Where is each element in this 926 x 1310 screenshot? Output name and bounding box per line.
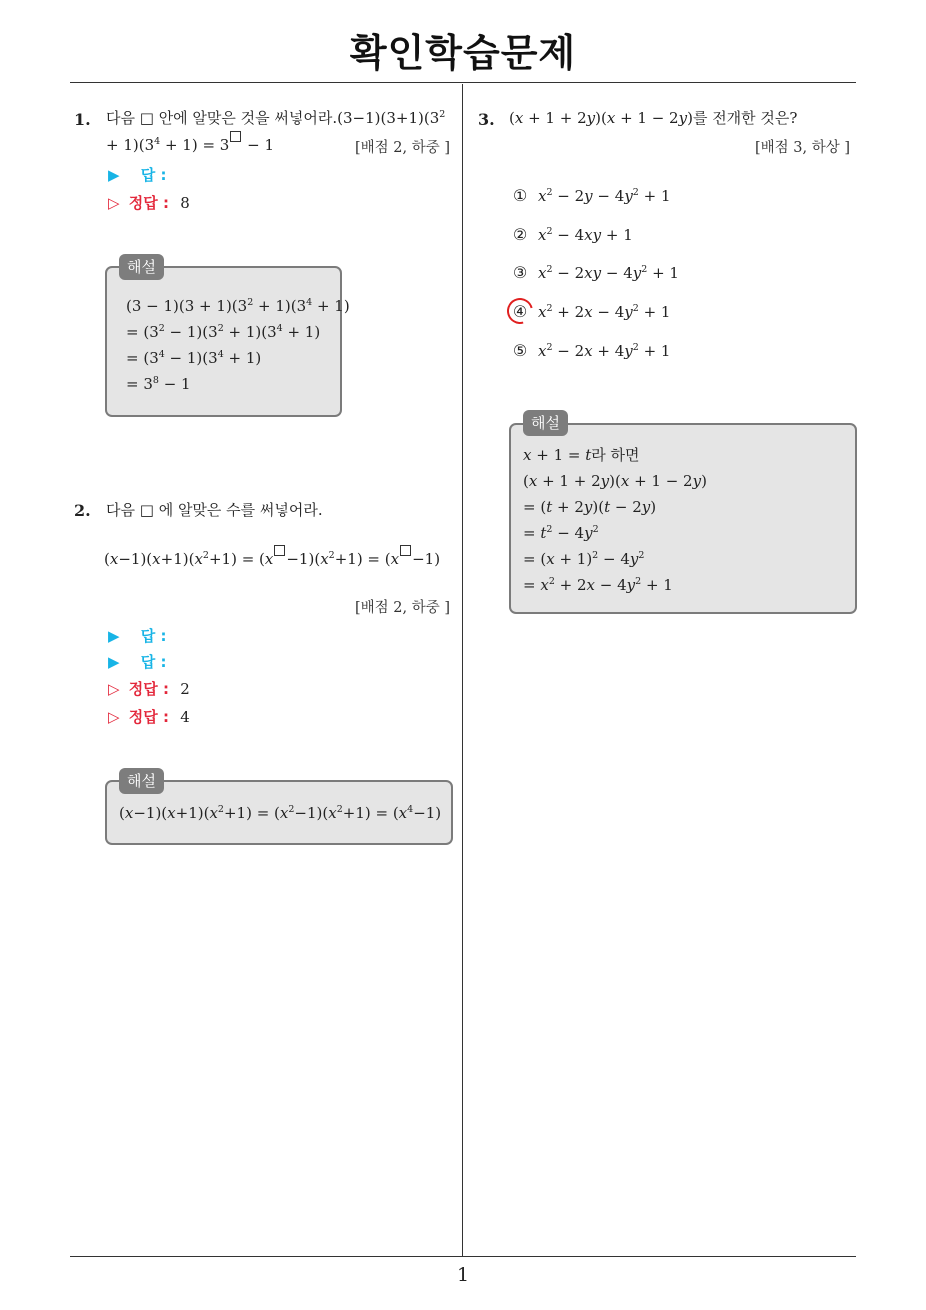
question-2-equation: $(x-1)(x+1)(x^2+1) = (x -1)(x^2+1) = (x -1)$ xyxy=(104,545,440,572)
answer-marker-icon: ▶ xyxy=(108,627,120,645)
column-divider xyxy=(462,84,463,1256)
correct-value: 2 xyxy=(180,680,190,698)
correct-marker-icon: ▷ xyxy=(108,194,120,212)
option-3[interactable]: ③ $x^2 - 2xy - 4y^2 + 1$ xyxy=(512,263,679,282)
question-1-answer-row xyxy=(108,164,173,185)
question-1-text: 다음 □ 안에 알맞은 것을 써넣어라$.(3-1)(3+1)(3^2 + 1)(3^4 + 1) = 3 - 1$ xyxy=(106,109,446,154)
question-1-number: 1. xyxy=(74,110,91,129)
option-4-number: ④ xyxy=(512,302,528,321)
footer-divider xyxy=(70,1256,856,1257)
option-5-number: ⑤ xyxy=(512,341,528,360)
correct-label: 정답 : xyxy=(128,708,169,726)
answer-marker-icon: ▶ xyxy=(108,653,120,671)
explanation-line: = $(3^2 - 1)(3^2 + 1)(3^4 + 1)$ xyxy=(126,323,321,341)
page-number: 1 xyxy=(456,1264,470,1286)
explanation-line: (x + 1 + 2y)(x + 1 − 2y) xyxy=(523,472,707,490)
question-1-explanation-box xyxy=(105,266,350,417)
explanation-line: = (t + 2y)(t − 2y) xyxy=(523,498,657,516)
question-1-meta: [배점 2, 하중 ] xyxy=(355,140,451,156)
correct-label: 정답 : xyxy=(128,680,169,698)
question-2-correct-row-2 xyxy=(108,706,190,727)
option-2-number: ② xyxy=(512,225,528,244)
option-5[interactable]: ⑤ $x^2 - 2x + 4y^2 + 1$ xyxy=(512,341,671,360)
correct-value: 4 xyxy=(180,708,190,726)
correct-label: 정답 : xyxy=(128,194,169,212)
correct-marker-icon: ▷ xyxy=(108,708,120,726)
answer-label: 답 : xyxy=(140,166,167,184)
explanation-line: x + 1 = t라 하면 xyxy=(523,446,640,464)
question-3-explanation-tab: 해설 xyxy=(523,410,568,436)
page-title: 확인학습문제 xyxy=(349,31,577,75)
explanation-line: $(3 - 1)(3 + 1)(3^2 + 1)(3^4 + 1)$ xyxy=(126,297,350,315)
question-2-answer-row-2 xyxy=(108,651,173,672)
answer-label: 답 : xyxy=(140,653,167,671)
explanation-intro: 라 하면 xyxy=(591,446,640,464)
answer-marker-icon: ▶ xyxy=(108,166,120,184)
header-divider xyxy=(70,82,856,83)
selected-answer-mark-icon xyxy=(502,293,538,329)
correct-marker-icon: ▷ xyxy=(108,680,120,698)
explanation-line: $(x-1)(x+1)(x^2+1) = (x^2-1)(x^2+1) = (x^4-1)$ xyxy=(119,804,442,822)
question-2-text: 다음 □ 에 알맞은 수를 써넣어라. xyxy=(106,501,323,519)
question-1-correct-row xyxy=(108,192,190,213)
explanation-line: = $t^2 - 4y^2$ xyxy=(523,524,599,542)
question-3-prompt: 를 전개한 것은? xyxy=(692,109,798,127)
question-3-explanation-box xyxy=(509,423,857,614)
question-2-correct-row-1 xyxy=(108,678,190,699)
option-4[interactable]: ④ $x^2 + 2x - 4y^2 + 1$ xyxy=(512,302,671,321)
question-2-explanation-tab: 해설 xyxy=(119,768,164,794)
question-1-prompt: 다음 □ 안에 알맞은 것을 써넣어라. xyxy=(106,109,338,127)
question-2-meta: [배점 2, 하중 ] xyxy=(355,600,451,616)
explanation-line: = $3^8 - 1$ xyxy=(126,375,191,393)
explanation-line: = $(x + 1)^2 - 4y^2$ xyxy=(523,550,645,568)
question-3-number: 3. xyxy=(478,110,495,129)
question-2-answer-row-1 xyxy=(108,625,173,646)
option-1[interactable]: ① $x^2 - 2y - 4y^2 + 1$ xyxy=(512,186,671,205)
question-1-explanation-tab: 해설 xyxy=(119,254,164,280)
option-3-number: ③ xyxy=(512,263,528,282)
explanation-line: = $(3^4 - 1)(3^4 + 1)$ xyxy=(126,349,262,367)
option-2[interactable]: ② $x^2 - 4xy + 1$ xyxy=(512,225,633,244)
question-2-number: 2. xyxy=(74,501,91,520)
correct-value: 8 xyxy=(180,194,190,212)
question-3-meta: [배점 3, 하상 ] xyxy=(755,140,851,156)
answer-label: 답 : xyxy=(140,627,167,645)
question-3-text: (x + 1 + 2y)(x + 1 − 2y)를 전개한 것은? xyxy=(509,109,798,127)
explanation-line: = $x^2 + 2x - 4y^2 + 1$ xyxy=(523,576,673,594)
option-1-number: ① xyxy=(512,186,528,205)
